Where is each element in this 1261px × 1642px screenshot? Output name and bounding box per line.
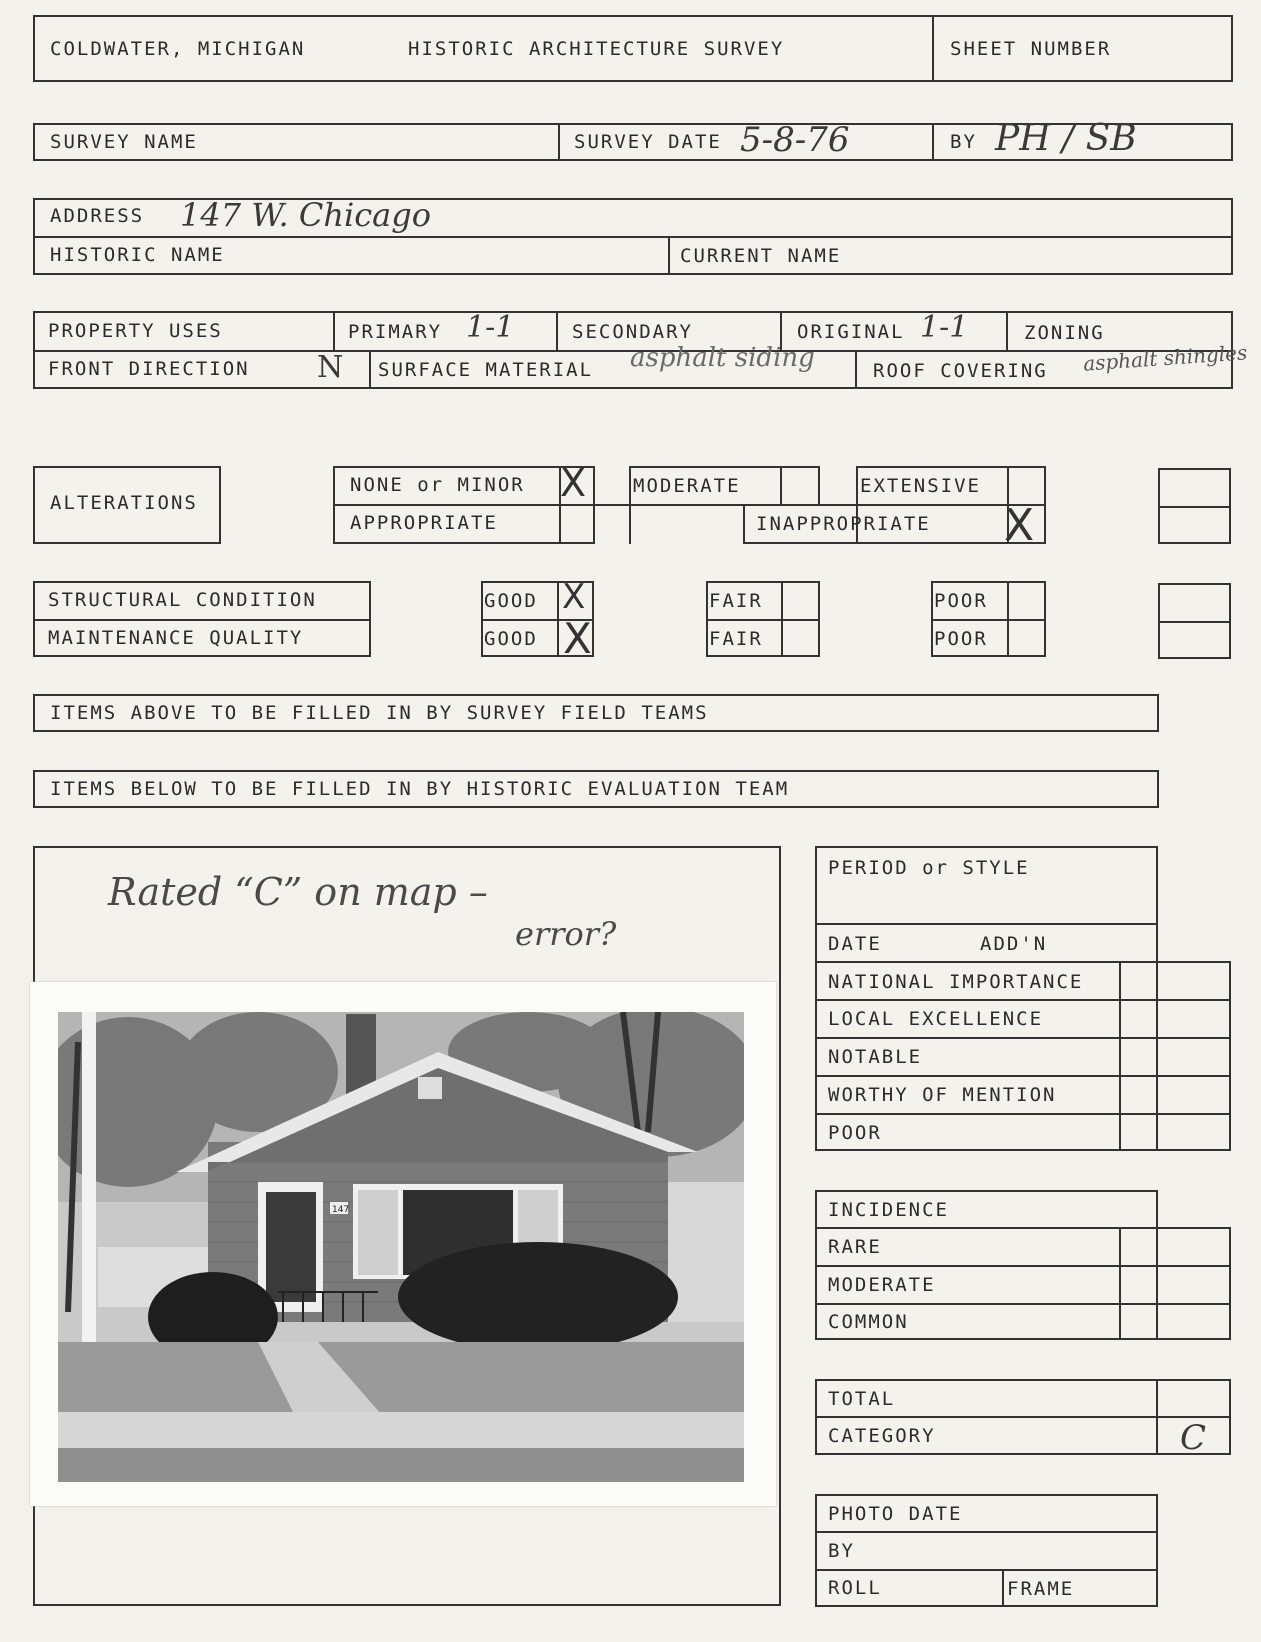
addn-label: ADD'N bbox=[980, 933, 1048, 955]
original-label: ORIGINAL bbox=[797, 321, 905, 343]
alt-none-minor-label: NONE or MINOR bbox=[350, 474, 525, 496]
evaluation-team-note: ITEMS BELOW TO BE FILLED IN BY HISTORIC EVALUATION TEAM bbox=[50, 778, 790, 800]
photo-by-label: BY bbox=[828, 1540, 855, 1562]
house-number: 147 bbox=[332, 1205, 350, 1215]
alt-inappropriate-label: INAPPROPRIATE bbox=[756, 513, 931, 535]
alt-appropriate-label: APPROPRIATE bbox=[350, 512, 498, 534]
alt-none-minor-mark: X bbox=[560, 461, 587, 505]
survey-by-label: BY bbox=[950, 131, 977, 153]
period-style-label: PERIOD or STYLE bbox=[828, 857, 1030, 879]
primary-value: 1-1 bbox=[466, 310, 515, 345]
maintenance-quality-label: MAINTENANCE QUALITY bbox=[48, 627, 304, 649]
form-title: HISTORIC ARCHITECTURE SURVEY bbox=[408, 38, 785, 60]
structural-good-label: GOOD bbox=[484, 590, 538, 612]
sheet-number-label: SHEET NUMBER bbox=[950, 38, 1112, 60]
roof-covering-value: asphalt shingles bbox=[1082, 340, 1248, 376]
rare-label: RARE bbox=[828, 1236, 882, 1258]
roll-label: ROLL bbox=[828, 1577, 882, 1599]
address-label: ADDRESS bbox=[50, 205, 145, 227]
front-direction-value: N bbox=[317, 350, 344, 385]
worthy-of-mention-label: WORTHY OF MENTION bbox=[828, 1084, 1057, 1106]
secondary-label: SECONDARY bbox=[572, 321, 693, 343]
common-label: COMMON bbox=[828, 1311, 909, 1333]
poor-rating-label: POOR bbox=[828, 1122, 882, 1144]
survey-by-value: PH / SB bbox=[995, 118, 1137, 159]
alt-moderate-label: MODERATE bbox=[633, 475, 741, 497]
survey-date-label: SURVEY DATE bbox=[574, 131, 722, 153]
front-direction-label: FRONT DIRECTION bbox=[48, 358, 250, 380]
maintenance-good-mark: X bbox=[563, 614, 592, 663]
category-value: C bbox=[1180, 1418, 1207, 1458]
field-teams-note: ITEMS ABOVE TO BE FILLED IN BY SURVEY FIELD TEAMS bbox=[50, 702, 709, 724]
structural-fair-label: FAIR bbox=[709, 590, 763, 612]
survey-name-label: SURVEY NAME bbox=[50, 131, 198, 153]
house-photo bbox=[58, 1012, 744, 1482]
category-label: CATEGORY bbox=[828, 1425, 936, 1447]
date-label: DATE bbox=[828, 933, 882, 955]
alterations-label: ALTERATIONS bbox=[50, 492, 198, 514]
notable-label: NOTABLE bbox=[828, 1046, 923, 1068]
maintenance-fair-label: FAIR bbox=[709, 628, 763, 650]
structural-good-mark: X bbox=[562, 577, 586, 617]
address-value: 147 W. Chicago bbox=[180, 196, 431, 234]
moderate-incidence-label: MODERATE bbox=[828, 1274, 936, 1296]
incidence-label: INCIDENCE bbox=[828, 1199, 949, 1221]
frame-label: FRAME bbox=[1007, 1578, 1075, 1600]
handwritten-note-line1: Rated “C” on map – bbox=[108, 870, 488, 914]
property-uses-label: PROPERTY USES bbox=[48, 320, 223, 342]
surface-material-value: asphalt siding bbox=[630, 343, 815, 373]
handwritten-note-line2: error? bbox=[515, 915, 617, 953]
city-label: COLDWATER, MICHIGAN bbox=[50, 38, 306, 60]
primary-label: PRIMARY bbox=[348, 321, 443, 343]
original-value: 1-1 bbox=[920, 310, 969, 345]
current-name-label: CURRENT NAME bbox=[680, 245, 842, 267]
surface-material-label: SURFACE MATERIAL bbox=[378, 359, 594, 381]
maintenance-good-label: GOOD bbox=[484, 628, 538, 650]
maintenance-poor-label: POOR bbox=[934, 628, 988, 650]
historic-name-label: HISTORIC NAME bbox=[50, 244, 225, 266]
zoning-label: ZONING bbox=[1024, 322, 1105, 344]
local-excellence-label: LOCAL EXCELLENCE bbox=[828, 1008, 1044, 1030]
alt-extensive-label: EXTENSIVE bbox=[860, 475, 981, 497]
alt-inappropriate-mark: X bbox=[1004, 500, 1035, 551]
total-label: TOTAL bbox=[828, 1388, 896, 1410]
survey-date-value: 5-8-76 bbox=[740, 120, 850, 160]
roof-covering-label: ROOF COVERING bbox=[873, 360, 1048, 382]
structural-condition-label: STRUCTURAL CONDITION bbox=[48, 589, 317, 611]
national-importance-label: NATIONAL IMPORTANCE bbox=[828, 971, 1084, 993]
photo-date-label: PHOTO DATE bbox=[828, 1503, 963, 1525]
structural-poor-label: POOR bbox=[934, 590, 988, 612]
